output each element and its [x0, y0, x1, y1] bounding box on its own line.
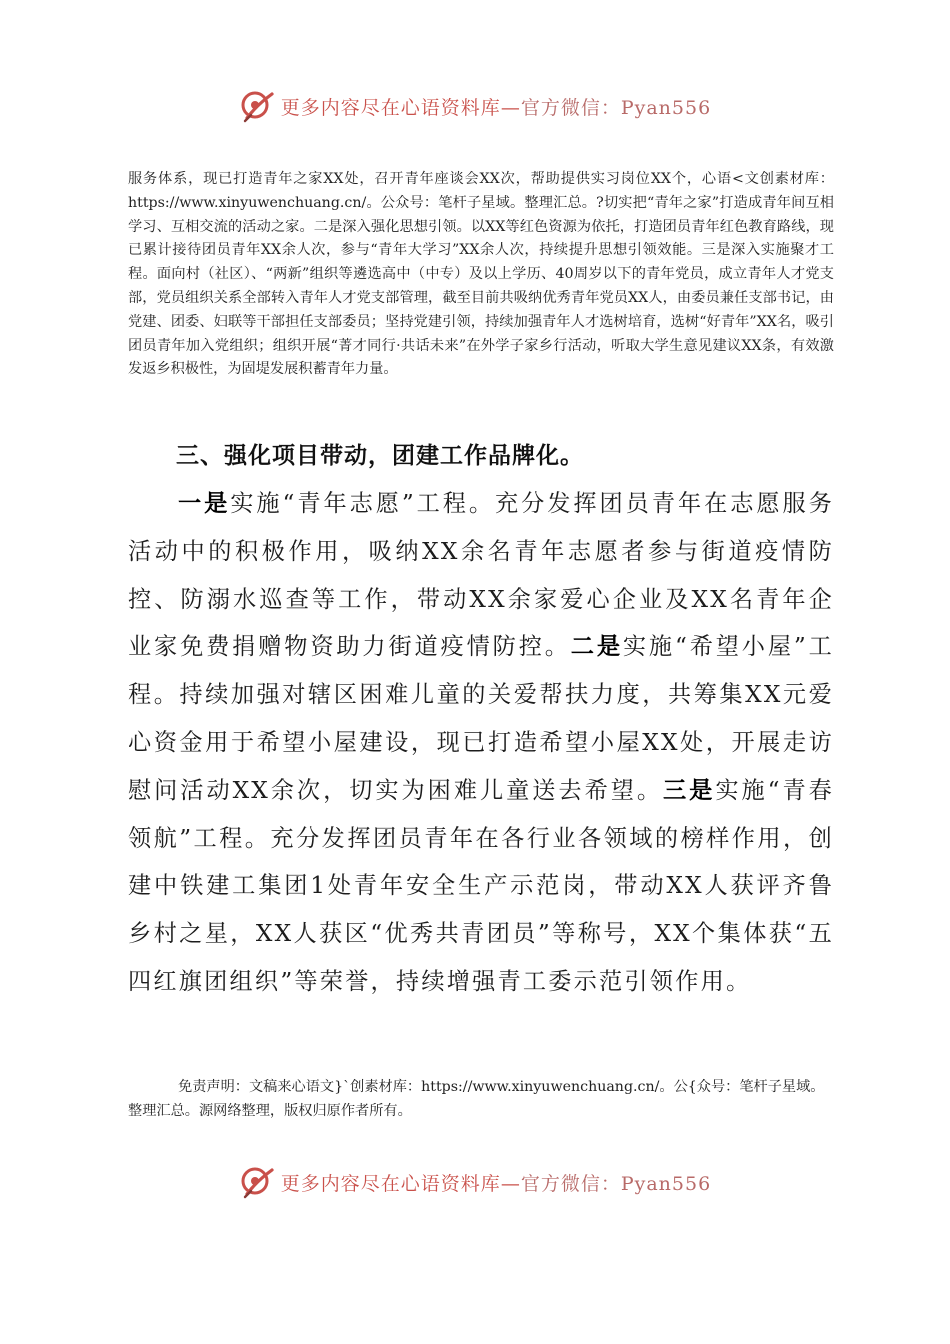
item-one-text: 实施“青年志愿”工程。充分发挥团员青年在志愿服务活动中的积极作用，吸纳XX余名青年志愿者参与街道疫情防控、防溺水巡查等工作，带动XX余家爱心企业及XX名青年企业家免费捐赠物资助力街道疫情防控。 — [128, 490, 834, 661]
banner-dash: — — [500, 1172, 521, 1195]
intro-paragraph: 服务体系，现已打造青年之家XX处，召开青年座谈会XX次，帮助提供实习岗位XX个，心语<文创素材库：https://www.xinyuwenchuang.cn/。公众号：笔杆子星域。整理汇总。?切实把“青年之家”打造成青年间互相学习、互相交流的活动之家。二是深入强化思想引领。以XX等红色资源为依托，打造团员青年红色教育路线，现已累计接待团员青年XX余人次，参与“青年大学习”XX余人次，持续提升思想引领效能。三是深入实施聚才工程。面向村（社区）、“两新”组织等遴选高中（中专）及以上学历、40周岁以下的青年党员，成立青年人才党支部，党员组织关系全部转入青年人才党支部管理，截至目前共吸纳优秀青年党员XX人，由委员兼任支部书记，由党建、团委、妇联等干部担任支部委员；坚持党建引领，持续加强青年人才选树培育，选树“好青年”XX名，吸引团员青年加入党组织；组织开展“菁才同行·共话未来”在外学子家乡行活动，听取大学生意见建议XX条，有效激发返乡积极性，为固堤发展积蓄青年力量。 — [128, 171, 834, 378]
header-banner — [0, 84, 950, 128]
banner-wechat-id: Pyan556 — [620, 96, 712, 119]
footer-banner — [0, 1160, 950, 1204]
banner-wechat-label: 官方微信： — [520, 96, 621, 119]
section-heading: 三、强化项目带动，团建工作品牌化。 — [176, 443, 584, 469]
banner-dash: — — [500, 96, 521, 119]
banner-wechat-id: Pyan556 — [620, 1172, 712, 1195]
brush-logo-icon — [239, 88, 275, 124]
banner-main: 更多内容尽在心语资料库 — [280, 96, 501, 119]
banner-text — [281, 1169, 711, 1196]
brush-logo-icon — [239, 1164, 275, 1200]
lead-one: 一是 — [178, 490, 231, 517]
item-two-text: 实施“希望小屋”工程。持续加强对辖区困难儿童的关爱帮扶力度，共筹集XX元爱心资金用于希望小屋建设，现已打造希望小屋XX处，开展走访慰问活动XX余次，切实为困难儿童送去希望。 — [128, 633, 834, 804]
banner-text — [281, 93, 711, 120]
lead-two: 二是 — [570, 633, 623, 661]
item-three-text: 实施“青春领航”工程。充分发挥团员青年在各行业各领域的榜样作用，创建中铁建工集团1处青年安全生产示范岗，带动XX人获评齐鲁乡村之星，XX人获区“优秀共青团员”等称号，XX个集体获“五四红旗团组织”等荣誉，持续增强青工委示范引领作用。 — [128, 776, 834, 995]
lead-three: 三是 — [663, 776, 716, 804]
disclaimer: 免责声明：文稿来心语文}`创素材库：https://www.xinyuwenchuang.cn/。公{众号：笔杆子星域。整理汇总。源网络整理，版权归原作者所有。 — [128, 1079, 825, 1119]
banner-main: 更多内容尽在心语资料库 — [280, 1172, 501, 1195]
banner-wechat-label: 官方微信： — [520, 1172, 621, 1195]
section-body-paragraph — [128, 480, 834, 1006]
